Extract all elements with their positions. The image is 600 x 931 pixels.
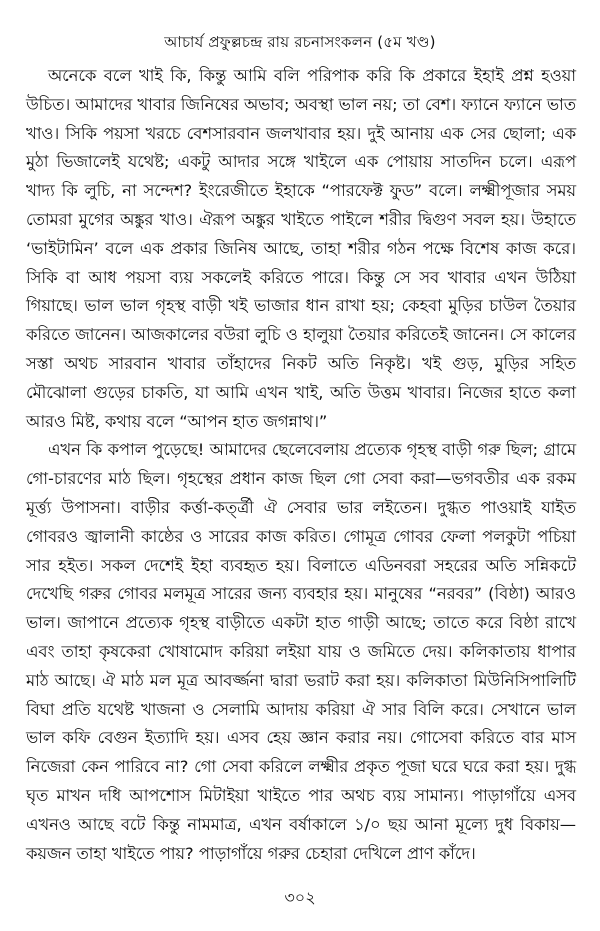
paragraph-1: অনেকে বলে খাই কি, কিন্তু আমি বলি পরিপাক করি কি প্রকারে ইহাই প্রশ্ন হওয়া উচিত। আমাদের খাবার জিনিষের অভাব; অবস্থা ভাল নয়; তা বেশ। ফ্যানে ফ্যানে ভাত খাও। সিকি পয়সা খরচে বেশসারবান জলখাবার হয়। দুই আনায় এক সের ছোলা; এক মুঠা ভিজালেই যথেষ্ট; একটু আদার সঙ্গে খাইলে এক পোয়ায় সাতদিন চলে। এরূপ খাদ্য কি লুচি, না সন্দেশ? ইংরেজীতে ইহাকে “পারফেক্ট ফুড” বলে। লক্ষ্মীপূজার সময় তোমরা মুগের অঙ্কুর খাও। ঐরূপ অঙ্কুর খাইতে পাইলে শরীর দ্বিগুণ সবল হয়। উহাতে ‘ভাইটামিন’ বলে এক প্রকার জিনিষ আছে, তাহা শরীর গঠন পক্ষে বিশেষ কাজ করে। সিকি বা আধ পয়সা ব্যয় সকলেই করিতে পারে। কিন্তু সে সব খাবার এখন উঠিয়া গিয়াছে। ভাল ভাল গৃহস্থ বাড়ী খই ভাজার ধান রাখা হয়; কেহবা মুড়ির চাউল তৈয়ার করিতে জানেন। আজকালের বউরা লুচি ও হালুয়া তৈয়ার করিতেই জানেন। সে কালের সস্তা অথচ সারবান খাবার তাঁহাদের নিকট অতি নিকৃষ্ট। খই গুড়, মুড়ির সহিত মৌঝোলা গুড়ের চাকতি, যা আমি এখন খাই, অতি উত্তম খাবার। নিজের হাতে কলা আরও মিষ্ট, কথায় বলে “আপন হাত জগন্নাথ।” <box>26 66 576 431</box>
body-text <box>26 62 576 868</box>
paragraph-2: এখন কি কপাল পুড়েছে! আমাদের ছেলেবেলায় প্রত্যেক গৃহস্থ বাড়ী গরু ছিল; গ্রামে গো-চারণের মাঠ ছিল। গৃহস্থের প্রধান কাজ ছিল গো সেবা করা—ভগবতীর এক রকম মূর্ত্ত্য উপাসনা। বাড়ীর কর্ত্তা-কর্ত্ত্রী ঐ সেবার ভার লইতেন। দুগ্ধত পাওয়াই যাইত গোবরও জ্বালানী কাষ্ঠের ও সারের কাজ করিত। গোমূত্র গোবর ফেলা পলকুটা পচিয়া সার হইত। সকল দেশেই ইহা ব্যবহৃত হয়। বিলাতে এডিনবরা সহরের অতি সন্নিকটে দেখেছি গরুর গোবর মলমূত্র সারের জন্য ব্যবহার হয়। মানুষের “নরবর” (বিষ্ঠা) আরও ভাল। জাপানে প্রত্যেক গৃহস্থ বাড়ীতে একটা হাত গাড়ী আছে; তাতে করে বিষ্ঠা রাখে এবং তাহা কৃষকেরা খোষামোদ করিয়া লইয়া যায় ও জমিতে দেয়। কলিকাতায় ধাপার মাঠ আছে। ঐ মাঠ মল মূত্র আবর্জ্জনা দ্বারা ভরাট করা হয়। কলিকাতা মিউনিসিপালিটি বিঘা প্রতি যথেষ্ট খাজনা ও সেলামি আদায় করিয়া ঐ সার বিলি করে। সেখানে ভাল ভাল কফি বেগুন ইত্যাদি হয়। এসব হেয় জ্ঞান করার নয়। গোসেবা করিতে বার মাস নিজেরা কেন পারিবে না? গো সেবা করিলে লক্ষ্মীর প্রকৃত পূজা ঘরে ঘরে করা হয়। দুগ্ধ ঘৃত মাখন দধি আপশোস মিটাইয়া খাইতে পার অথচ ব্যয় সামান্য। পাড়াগাঁয়ে এসব এখনও আছে বটে কিন্তু নামমাত্র, এখন বর্ষাকালে ১/০ ছয় আনা মূল্যে দুধ বিকায়—কয়জন তাহা খাইতে পায়? পাড়াগাঁয়ে গরুর চেহারা দেখিলে প্রাণ কাঁদে। <box>26 440 576 863</box>
page-number: ৩০২ <box>284 888 316 907</box>
running-header: আচার্য প্রফুল্লচন্দ্র রায় রচনাসংকলন (৫ম খণ্ড) <box>164 33 436 51</box>
